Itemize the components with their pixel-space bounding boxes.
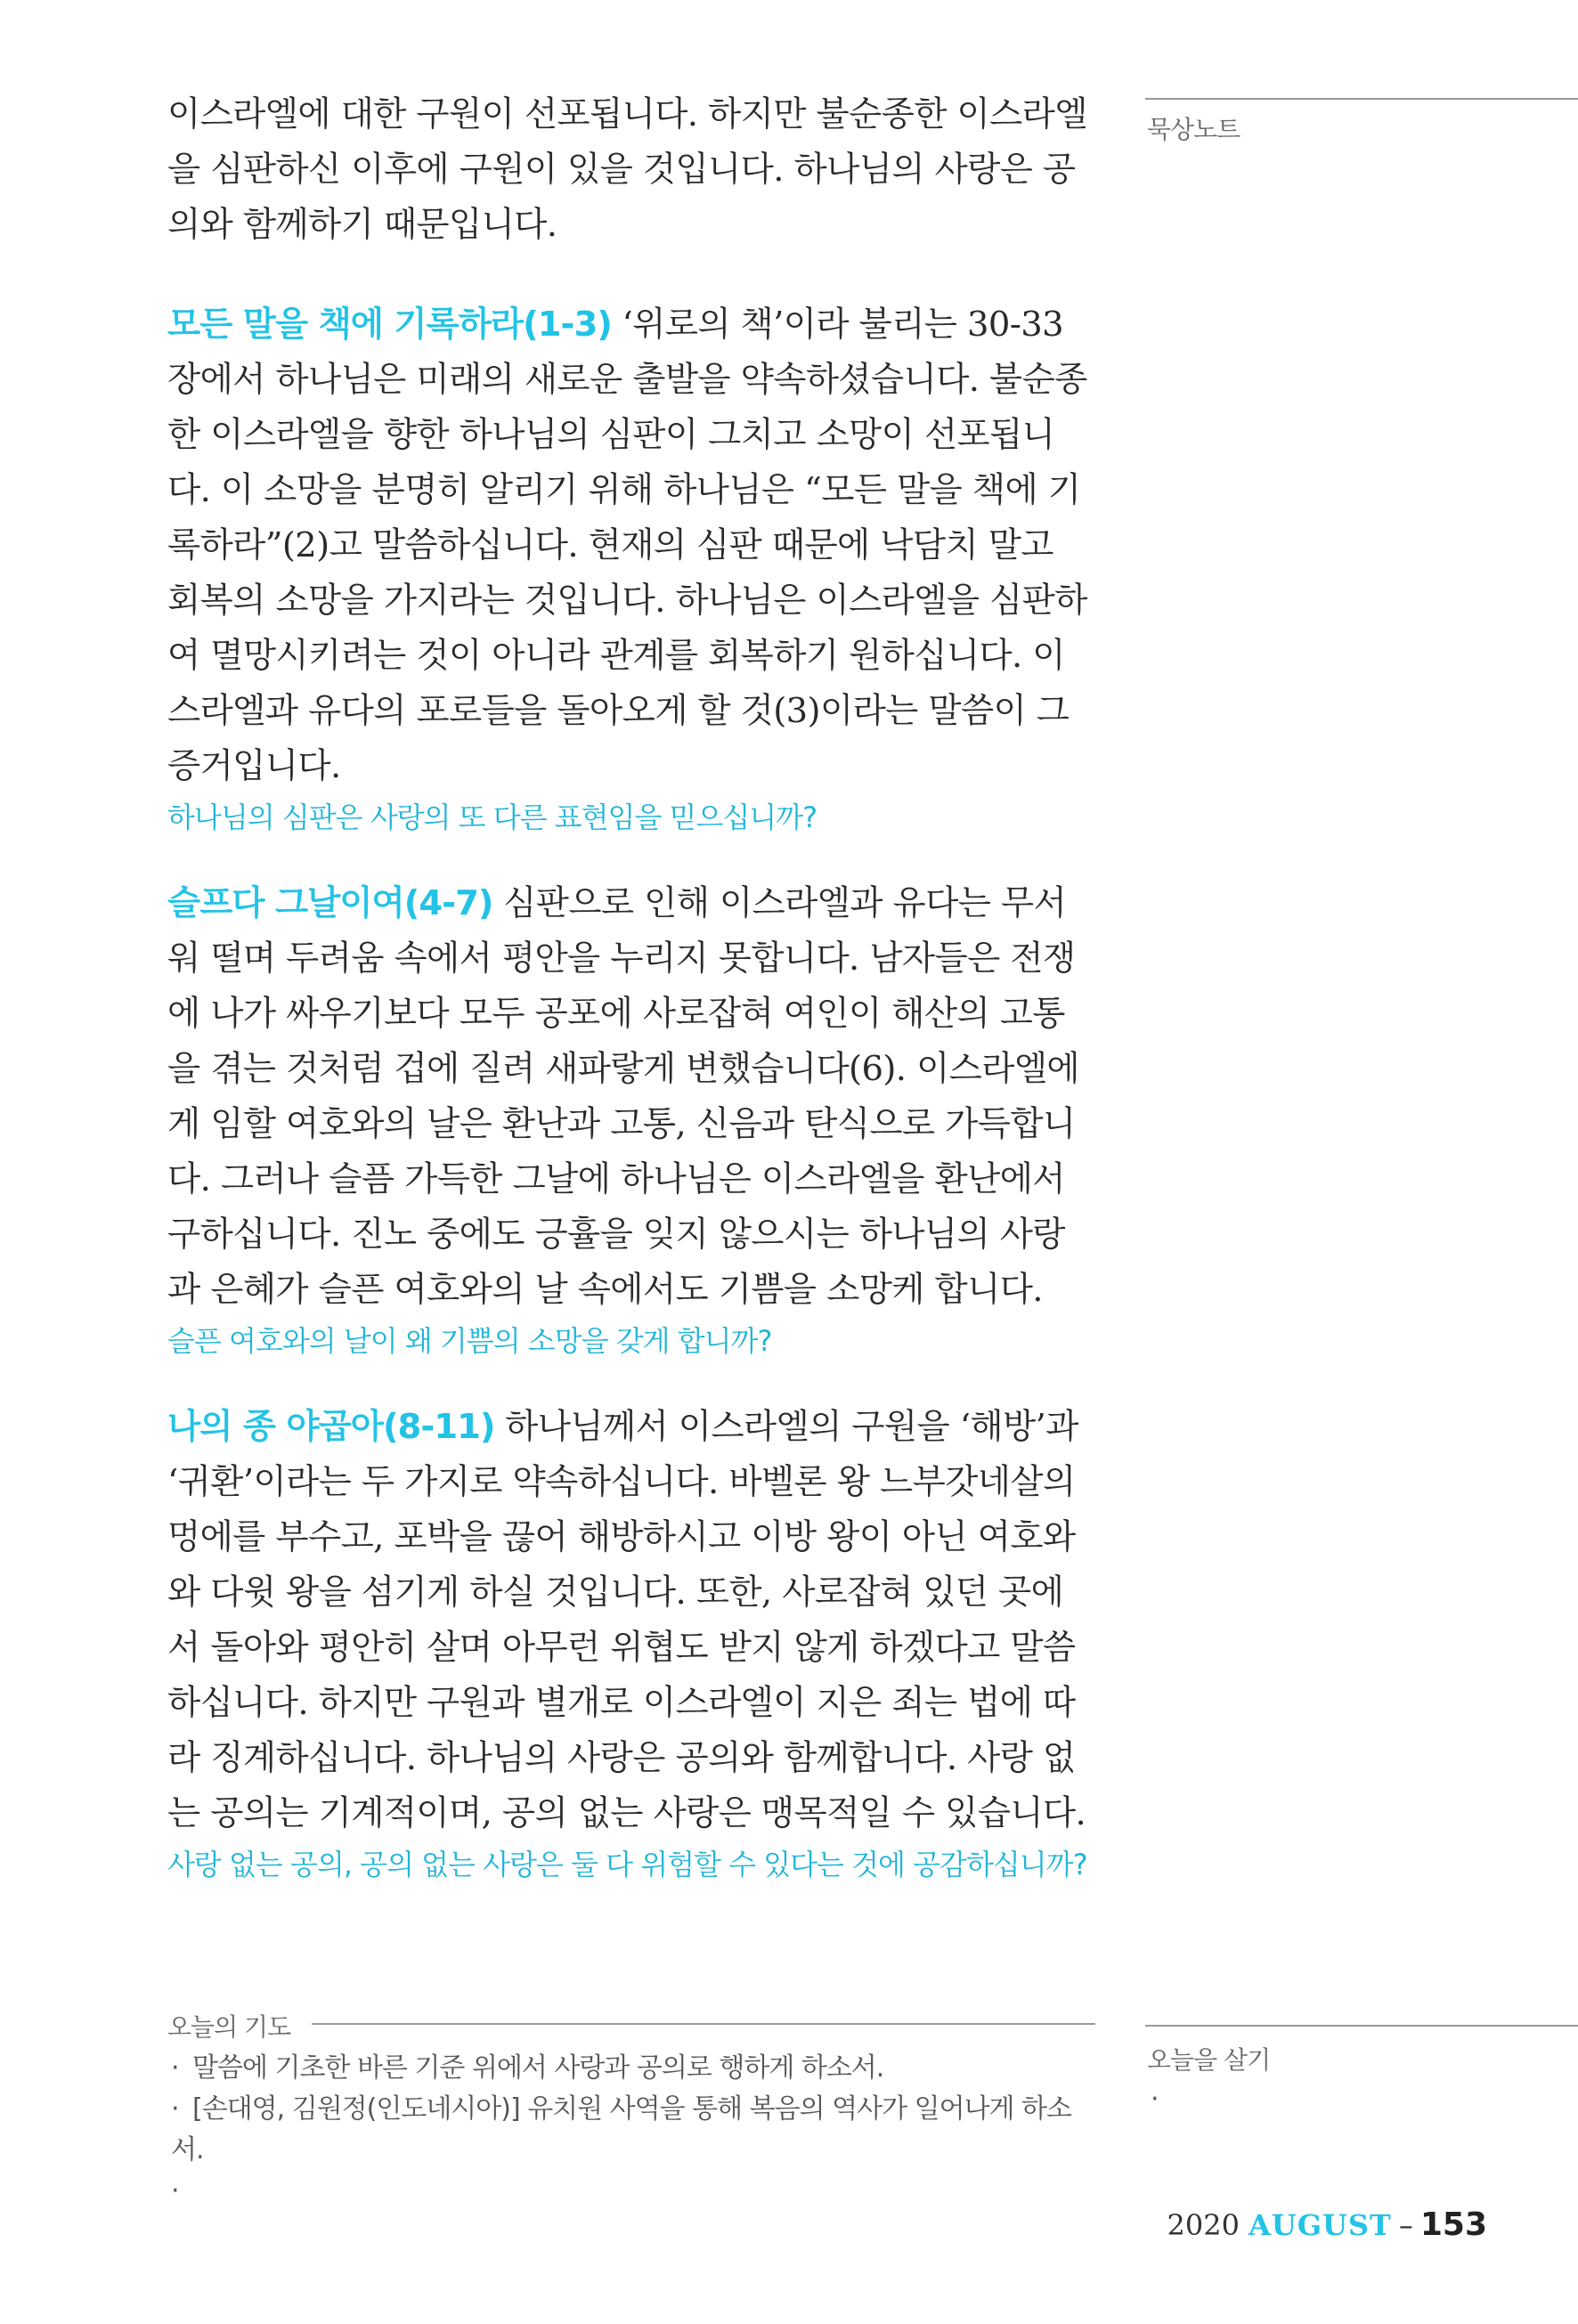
section-heading: 모든 말을 책에 기록하라(1-3) xyxy=(167,305,612,345)
page-footer xyxy=(1167,2206,1487,2243)
reflection-question: 슬픈 여호와의 날이 왜 기쁨의 소망을 갖게 합니까? xyxy=(167,1324,772,1358)
section-paragraph xyxy=(167,876,1094,1318)
footer-year: 2020 xyxy=(1167,2208,1240,2242)
page-number: 153 xyxy=(1419,2206,1487,2243)
prayer-rule xyxy=(312,2023,1095,2025)
sidebar-rule xyxy=(1145,98,1578,100)
footer-month: AUGUST xyxy=(1248,2208,1392,2242)
bullet: · xyxy=(171,2175,179,2206)
reflection-question: 사랑 없는 공의, 공의 없는 사랑은 둘 다 위험할 수 있다는 것에 공감하십니까? xyxy=(167,1848,1087,1881)
prayer-item xyxy=(171,2171,1097,2212)
living-today-label: 오늘을 살기 xyxy=(1147,2045,1271,2075)
section-heading: 슬프다 그날이여(4-7) xyxy=(167,883,493,923)
reflection-question: 하나님의 심판은 사랑의 또 다른 표현임을 믿으십니까? xyxy=(167,800,817,834)
prayer-item: · 말씀에 기초한 바른 기준 위에서 사랑과 공의로 행하게 하소서. xyxy=(171,2048,1097,2089)
meditation-notes-label: 묵상노트 xyxy=(1147,115,1240,144)
bullet: · xyxy=(171,2093,179,2125)
main-text xyxy=(167,87,1094,1923)
bullet: · xyxy=(1151,2084,1159,2115)
intro-paragraph: 이스라엘에 대한 구원이 선포됩니다. 하지만 불순종한 이스라엘을 심판하신 이후에 구원이 있을 것입니다. 하나님의 사랑은 공의와 함께하기 때문입니다. xyxy=(167,94,1087,245)
section-body: ‘위로의 책’이라 불리는 30-33장에서 하나님은 미래의 새로운 출발을 약속하셨습니다. 불순종한 이스라엘을 향한 하나님의 심판이 그치고 소망이 선포됩니다. 이 소망을 분명히 알리기 위해 하나님은 “모든 말을 책에 기록하라”(2)고 말씀하십니다. 현재의 심판 때문에 낙담치 말고 회복의 소망을 가지라는 것입니다. 하나님은 이스라엘을 심판하여 멸망시키려는 것이 아니라 관계를 회복하기 원하십니다. 이스라엘과 유다의 포로들을 돌아오게 할 것(3)이라는 말씀이 그 증거입니다. xyxy=(167,305,1087,786)
bullet: · xyxy=(171,2052,179,2084)
prayer-item: · [손대영, 김원정(인도네시아)] 유치원 사역을 통해 복음의 역사가 일어나게 하소서. xyxy=(171,2089,1097,2171)
prayer-list xyxy=(171,2048,1097,2212)
section-heading: 나의 종 야곱아(8-11) xyxy=(167,1407,495,1447)
section-body: 하나님께서 이스라엘의 구원을 ‘해방’과 ‘귀환’이라는 두 가지로 약속하십니다. 바벨론 왕 느부갓네살의 멍에를 부수고, 포박을 끊어 해방하시고 이방 왕이 아닌 여호와와 다윗 왕을 섬기게 하실 것입니다. 또한, 사로잡혀 있던 곳에서 돌아와 평안히 살며 아무런 위협도 받지 않게 하겠다고 말씀하십니다. 하지만 구원과 별개로 이스라엘이 지은 죄는 법에 따라 징계하십니다. 하나님의 사랑은 공의와 함께합니다. 사랑 없는 공의는 기계적이며, 공의 없는 사랑은 맹목적일 수 있습니다. xyxy=(167,1407,1086,1833)
todays-prayer-label: 오늘의 기도 xyxy=(167,2012,291,2042)
section-body: 심판으로 인해 이스라엘과 유다는 무서워 떨며 두려움 속에서 평안을 누리지 못합니다. 남자들은 전쟁에 나가 싸우기보다 모두 공포에 사로잡혀 여인이 해산의 고통을 겪는 것처럼 겁에 질려 새파랗게 변했습니다(6). 이스라엘에게 임할 여호와의 날은 환난과 고통, 신음과 탄식으로 가득합니다. 그러나 슬픔 가득한 그날에 하나님은 이스라엘을 환난에서 구하십니다. 진노 중에도 긍휼을 잊지 않으시는 하나님의 사랑과 은혜가 슬픈 여호와의 날 속에서도 기쁨을 소망케 합니다. xyxy=(167,883,1080,1310)
living-today-rule xyxy=(1145,2025,1578,2027)
section-paragraph xyxy=(167,1400,1094,1841)
section-paragraph xyxy=(167,297,1094,794)
footer-dash: – xyxy=(1398,2208,1413,2242)
